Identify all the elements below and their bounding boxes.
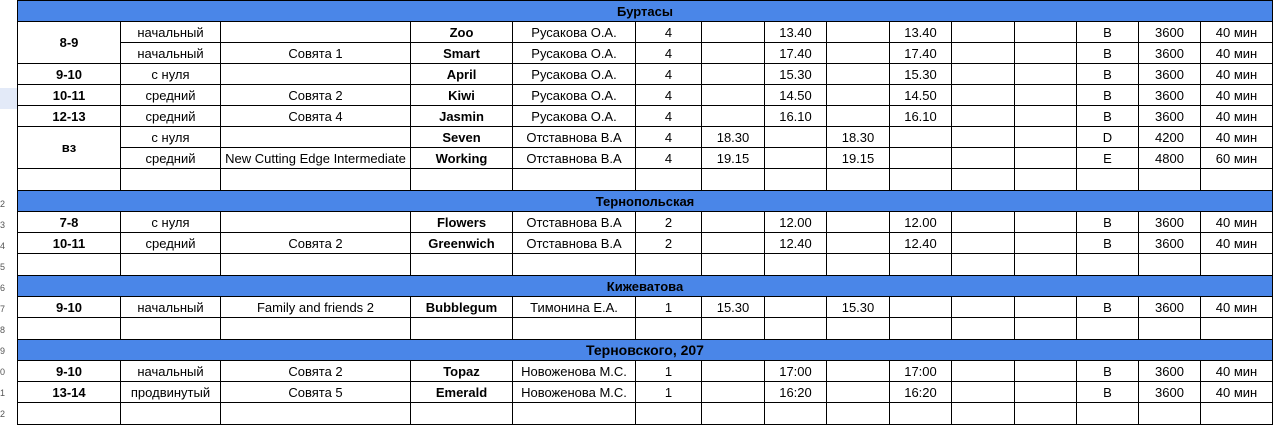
group-cell[interactable]: Bubblegum	[411, 297, 513, 318]
time-cell[interactable]	[952, 297, 1015, 318]
empty-cell[interactable]	[121, 254, 221, 276]
level-cell[interactable]: с нуля	[121, 212, 221, 233]
duration-cell[interactable]: 40 мин	[1201, 212, 1273, 233]
time-cell[interactable]: 15.30	[702, 297, 765, 318]
book-cell[interactable]: Совята 2	[221, 233, 411, 254]
time-cell[interactable]	[1015, 361, 1077, 382]
empty-cell[interactable]	[1201, 254, 1273, 276]
empty-cell[interactable]	[1139, 254, 1201, 276]
empty-cell[interactable]	[702, 169, 765, 191]
empty-cell[interactable]	[952, 318, 1015, 340]
empty-cell[interactable]	[121, 169, 221, 191]
format-cell[interactable]: B	[1077, 233, 1139, 254]
age-cell[interactable]: 9-10	[18, 297, 121, 318]
time-cell[interactable]	[827, 106, 890, 127]
time-cell[interactable]: 18.30	[702, 127, 765, 148]
format-cell[interactable]: B	[1077, 64, 1139, 85]
time-cell[interactable]	[765, 148, 827, 169]
section-header	[18, 1, 1273, 22]
format-cell[interactable]: B	[1077, 212, 1139, 233]
time-cell[interactable]: 16:20	[890, 382, 952, 403]
level-cell[interactable]: с нуля	[121, 64, 221, 85]
level-cell[interactable]: средний	[121, 106, 221, 127]
row-number[interactable]: 2	[0, 408, 6, 419]
level-cell[interactable]: начальный	[121, 297, 221, 318]
empty-cell[interactable]	[221, 318, 411, 340]
teacher-cell[interactable]: Русакова О.А.	[513, 43, 636, 64]
book-cell[interactable]	[221, 212, 411, 233]
time-cell[interactable]	[827, 361, 890, 382]
time-cell[interactable]	[1015, 382, 1077, 403]
table-row	[18, 361, 1273, 382]
duration-cell[interactable]: 40 мин	[1201, 382, 1273, 403]
empty-cell[interactable]	[952, 254, 1015, 276]
time-cell[interactable]	[1015, 297, 1077, 318]
group-cell[interactable]: Emerald	[411, 382, 513, 403]
time-cell[interactable]	[827, 212, 890, 233]
time-cell[interactable]: 17.40	[765, 43, 827, 64]
empty-cell[interactable]	[1077, 318, 1139, 340]
row-number[interactable]: 9	[0, 345, 6, 356]
table-row	[18, 233, 1273, 254]
time-cell[interactable]	[952, 64, 1015, 85]
empty-cell[interactable]	[1139, 318, 1201, 340]
empty-cell[interactable]	[121, 318, 221, 340]
book-cell[interactable]: New Cutting Edge Intermediate	[221, 148, 411, 169]
empty-cell[interactable]	[702, 254, 765, 276]
empty-cell[interactable]	[411, 403, 513, 425]
empty-row	[18, 403, 1273, 425]
age-cell[interactable]: 9-10	[18, 64, 121, 85]
empty-cell[interactable]	[513, 403, 636, 425]
empty-cell[interactable]	[890, 403, 952, 425]
level-cell[interactable]: с нуля	[121, 127, 221, 148]
empty-cell[interactable]	[221, 169, 411, 191]
time-cell[interactable]	[827, 85, 890, 106]
level-cell[interactable]: средний	[121, 233, 221, 254]
price-cell[interactable]: 3600	[1139, 212, 1201, 233]
time-cell[interactable]	[702, 382, 765, 403]
time-cell[interactable]: 17:00	[890, 361, 952, 382]
count-cell[interactable]: 2	[636, 212, 702, 233]
empty-cell[interactable]	[636, 403, 702, 425]
row-number[interactable]: 3	[0, 219, 6, 230]
table-row	[18, 85, 1273, 106]
row-number[interactable]: 1	[0, 387, 6, 398]
book-cell[interactable]: Совята 1	[221, 43, 411, 64]
level-cell[interactable]: продвинутый	[121, 382, 221, 403]
duration-cell[interactable]: 40 мин	[1201, 361, 1273, 382]
group-cell[interactable]: Working	[411, 148, 513, 169]
empty-cell[interactable]	[827, 169, 890, 191]
row-number-gutter	[0, 0, 17, 427]
time-cell[interactable]	[952, 361, 1015, 382]
age-cell[interactable]: 13-14	[18, 382, 121, 403]
time-cell[interactable]	[952, 233, 1015, 254]
format-cell[interactable]: B	[1077, 22, 1139, 43]
book-cell[interactable]: Совята 5	[221, 382, 411, 403]
price-cell[interactable]: 3600	[1139, 43, 1201, 64]
empty-cell[interactable]	[18, 318, 121, 340]
time-cell[interactable]: 19.15	[702, 148, 765, 169]
teacher-cell[interactable]: Тимонина Е.А.	[513, 297, 636, 318]
time-cell[interactable]	[1015, 212, 1077, 233]
empty-cell[interactable]	[765, 318, 827, 340]
table-row	[18, 212, 1273, 233]
time-cell[interactable]	[1015, 127, 1077, 148]
level-cell[interactable]: средний	[121, 148, 221, 169]
duration-cell[interactable]: 60 мин	[1201, 148, 1273, 169]
table-row	[18, 382, 1273, 403]
time-cell[interactable]	[1015, 85, 1077, 106]
level-cell[interactable]: начальный	[121, 361, 221, 382]
time-cell[interactable]: 17.40	[890, 43, 952, 64]
duration-cell[interactable]: 40 мин	[1201, 22, 1273, 43]
row-number[interactable]	[0, 151, 17, 172]
time-cell[interactable]	[1015, 22, 1077, 43]
time-cell[interactable]	[1015, 43, 1077, 64]
book-cell[interactable]: Family and friends 2	[221, 297, 411, 318]
count-cell[interactable]: 2	[636, 233, 702, 254]
empty-cell[interactable]	[1077, 169, 1139, 191]
level-cell[interactable]: средний	[121, 85, 221, 106]
empty-cell[interactable]	[890, 169, 952, 191]
price-cell[interactable]: 3600	[1139, 85, 1201, 106]
section-title[interactable]: Терновского, 207	[18, 340, 1273, 361]
format-cell[interactable]: B	[1077, 361, 1139, 382]
table-row	[18, 297, 1273, 318]
age-cell[interactable]: 10-11	[18, 233, 121, 254]
time-cell[interactable]	[827, 382, 890, 403]
empty-cell[interactable]	[1015, 254, 1077, 276]
count-cell[interactable]: 4	[636, 148, 702, 169]
empty-cell[interactable]	[1139, 169, 1201, 191]
time-cell[interactable]: 16.10	[765, 106, 827, 127]
book-cell[interactable]: Совята 2	[221, 361, 411, 382]
time-cell[interactable]	[702, 85, 765, 106]
duration-cell[interactable]: 40 мин	[1201, 85, 1273, 106]
duration-cell[interactable]: 40 мин	[1201, 297, 1273, 318]
time-cell[interactable]: 13.40	[765, 22, 827, 43]
empty-cell[interactable]	[1201, 403, 1273, 425]
teacher-cell[interactable]: Новоженова М.С.	[513, 361, 636, 382]
duration-cell[interactable]: 40 мин	[1201, 127, 1273, 148]
teacher-cell[interactable]: Отставнова В.А	[513, 212, 636, 233]
time-cell[interactable]	[952, 148, 1015, 169]
time-cell[interactable]: 16.10	[890, 106, 952, 127]
section-header	[18, 191, 1273, 212]
time-cell[interactable]: 13.40	[890, 22, 952, 43]
count-cell[interactable]: 4	[636, 64, 702, 85]
empty-cell[interactable]	[702, 318, 765, 340]
teacher-cell[interactable]: Русакова О.А.	[513, 64, 636, 85]
empty-cell[interactable]	[702, 403, 765, 425]
time-cell[interactable]	[1015, 233, 1077, 254]
empty-cell[interactable]	[221, 254, 411, 276]
table-row	[18, 106, 1273, 127]
price-cell[interactable]: 3600	[1139, 22, 1201, 43]
time-cell[interactable]	[765, 127, 827, 148]
section-header	[18, 340, 1273, 361]
time-cell[interactable]	[827, 233, 890, 254]
age-cell[interactable]: 9-10	[18, 361, 121, 382]
row-number[interactable]: 7	[0, 303, 6, 314]
empty-cell[interactable]	[1201, 318, 1273, 340]
time-cell[interactable]: 17:00	[765, 361, 827, 382]
duration-cell[interactable]: 40 мин	[1201, 106, 1273, 127]
time-cell[interactable]	[952, 127, 1015, 148]
time-cell[interactable]: 15.30	[890, 64, 952, 85]
book-cell[interactable]: Совята 2	[221, 85, 411, 106]
group-cell[interactable]: Seven	[411, 127, 513, 148]
table-row	[18, 64, 1273, 85]
time-cell[interactable]	[702, 233, 765, 254]
age-cell[interactable]: 7-8	[18, 212, 121, 233]
price-cell[interactable]: 4800	[1139, 148, 1201, 169]
empty-cell[interactable]	[121, 403, 221, 425]
time-cell[interactable]	[827, 22, 890, 43]
format-cell[interactable]: B	[1077, 106, 1139, 127]
empty-cell[interactable]	[765, 169, 827, 191]
section-title[interactable]: Кижеватова	[18, 276, 1273, 297]
teacher-cell[interactable]: Русакова О.А.	[513, 85, 636, 106]
time-cell[interactable]: 19.15	[827, 148, 890, 169]
price-cell[interactable]: 3600	[1139, 361, 1201, 382]
time-cell[interactable]: 16:20	[765, 382, 827, 403]
group-cell[interactable]: Topaz	[411, 361, 513, 382]
row-number-selected[interactable]	[0, 88, 17, 109]
format-cell[interactable]: D	[1077, 127, 1139, 148]
duration-cell[interactable]: 40 мин	[1201, 233, 1273, 254]
time-cell[interactable]	[827, 43, 890, 64]
empty-cell[interactable]	[513, 318, 636, 340]
empty-row	[18, 254, 1273, 276]
time-cell[interactable]	[1015, 64, 1077, 85]
teacher-cell[interactable]: Русакова О.А.	[513, 106, 636, 127]
empty-cell[interactable]	[1139, 403, 1201, 425]
empty-cell[interactable]	[1201, 169, 1273, 191]
price-cell[interactable]: 3600	[1139, 106, 1201, 127]
time-cell[interactable]: 18.30	[827, 127, 890, 148]
table-row	[18, 127, 1273, 148]
count-cell[interactable]: 1	[636, 297, 702, 318]
empty-row	[18, 169, 1273, 191]
format-cell[interactable]: B	[1077, 297, 1139, 318]
count-cell[interactable]: 4	[636, 85, 702, 106]
row-number[interactable]: 6	[0, 282, 6, 293]
level-cell[interactable]: начальный	[121, 43, 221, 64]
time-cell[interactable]	[952, 212, 1015, 233]
price-cell[interactable]: 4200	[1139, 127, 1201, 148]
empty-row	[18, 318, 1273, 340]
time-cell[interactable]	[952, 85, 1015, 106]
time-cell[interactable]	[890, 297, 952, 318]
empty-cell[interactable]	[890, 254, 952, 276]
section-title[interactable]: Тернопольская	[18, 191, 1273, 212]
count-cell[interactable]: 4	[636, 127, 702, 148]
price-cell[interactable]: 3600	[1139, 297, 1201, 318]
empty-cell[interactable]	[952, 403, 1015, 425]
empty-cell[interactable]	[827, 318, 890, 340]
empty-cell[interactable]	[221, 403, 411, 425]
empty-cell[interactable]	[513, 254, 636, 276]
group-cell[interactable]: Smart	[411, 43, 513, 64]
book-cell[interactable]: Совята 4	[221, 106, 411, 127]
table-row	[18, 43, 1273, 64]
teacher-cell[interactable]: Отставнова В.А	[513, 233, 636, 254]
time-cell[interactable]	[952, 43, 1015, 64]
empty-cell[interactable]	[411, 318, 513, 340]
book-cell[interactable]	[221, 127, 411, 148]
count-cell[interactable]: 1	[636, 361, 702, 382]
empty-cell[interactable]	[1015, 318, 1077, 340]
age-cell[interactable]: 12-13	[18, 106, 121, 127]
time-cell[interactable]	[702, 106, 765, 127]
empty-cell[interactable]	[18, 254, 121, 276]
teacher-cell[interactable]: Новоженова М.С.	[513, 382, 636, 403]
row-number[interactable]: 4	[0, 240, 6, 251]
time-cell[interactable]: 14.50	[890, 85, 952, 106]
row-number[interactable]: 0	[0, 366, 6, 377]
teacher-cell[interactable]: Отставнова В.А	[513, 127, 636, 148]
level-cell[interactable]: начальный	[121, 22, 221, 43]
time-cell[interactable]	[702, 64, 765, 85]
time-cell[interactable]	[952, 106, 1015, 127]
time-cell[interactable]	[1015, 148, 1077, 169]
group-cell[interactable]: Greenwich	[411, 233, 513, 254]
empty-cell[interactable]	[636, 318, 702, 340]
empty-cell[interactable]	[827, 403, 890, 425]
time-cell[interactable]	[890, 148, 952, 169]
teacher-cell[interactable]: Русакова О.А.	[513, 22, 636, 43]
book-cell[interactable]	[221, 22, 411, 43]
empty-cell[interactable]	[765, 254, 827, 276]
time-cell[interactable]: 15.30	[765, 64, 827, 85]
price-cell[interactable]: 3600	[1139, 382, 1201, 403]
time-cell[interactable]	[1015, 106, 1077, 127]
group-cell[interactable]: Jasmin	[411, 106, 513, 127]
time-cell[interactable]: 14.50	[765, 85, 827, 106]
format-cell[interactable]: B	[1077, 85, 1139, 106]
time-cell[interactable]: 12.40	[765, 233, 827, 254]
empty-cell[interactable]	[890, 318, 952, 340]
row-number[interactable]: 2	[0, 198, 6, 209]
group-cell[interactable]: April	[411, 64, 513, 85]
row-number[interactable]: 8	[0, 324, 6, 335]
time-cell[interactable]: 12.00	[765, 212, 827, 233]
empty-cell[interactable]	[18, 169, 121, 191]
empty-cell[interactable]	[411, 169, 513, 191]
format-cell[interactable]: E	[1077, 148, 1139, 169]
section-header	[18, 276, 1273, 297]
group-cell[interactable]: Flowers	[411, 212, 513, 233]
time-cell[interactable]: 15.30	[827, 297, 890, 318]
count-cell[interactable]: 4	[636, 106, 702, 127]
group-cell[interactable]: Zoo	[411, 22, 513, 43]
time-cell[interactable]	[952, 382, 1015, 403]
table-row	[18, 148, 1273, 169]
time-cell[interactable]	[952, 22, 1015, 43]
price-cell[interactable]: 3600	[1139, 233, 1201, 254]
book-cell[interactable]	[221, 64, 411, 85]
empty-cell[interactable]	[1077, 403, 1139, 425]
time-cell[interactable]	[765, 297, 827, 318]
group-cell[interactable]: Kiwi	[411, 85, 513, 106]
section-title[interactable]: Буртасы	[18, 1, 1273, 22]
age-cell[interactable]: вз	[18, 127, 121, 169]
empty-cell[interactable]	[827, 254, 890, 276]
row-number[interactable]: 5	[0, 261, 6, 272]
time-cell[interactable]: 12.40	[890, 233, 952, 254]
count-cell[interactable]: 4	[636, 22, 702, 43]
schedule-grid	[17, 0, 1273, 425]
empty-cell[interactable]	[952, 169, 1015, 191]
age-cell[interactable]: 10-11	[18, 85, 121, 106]
empty-cell[interactable]	[1015, 403, 1077, 425]
age-cell[interactable]: 8-9	[18, 22, 121, 64]
time-cell[interactable]	[702, 22, 765, 43]
time-cell[interactable]	[702, 361, 765, 382]
format-cell[interactable]: B	[1077, 43, 1139, 64]
count-cell[interactable]: 1	[636, 382, 702, 403]
duration-cell[interactable]: 40 мин	[1201, 64, 1273, 85]
format-cell[interactable]: B	[1077, 382, 1139, 403]
empty-cell[interactable]	[513, 169, 636, 191]
empty-cell[interactable]	[1077, 254, 1139, 276]
time-cell[interactable]	[702, 43, 765, 64]
teacher-cell[interactable]: Отставнова В.А	[513, 148, 636, 169]
empty-cell[interactable]	[765, 403, 827, 425]
table-row	[18, 22, 1273, 43]
empty-cell[interactable]	[18, 403, 121, 425]
count-cell[interactable]: 4	[636, 43, 702, 64]
empty-cell[interactable]	[1015, 169, 1077, 191]
time-cell[interactable]	[890, 127, 952, 148]
duration-cell[interactable]: 40 мин	[1201, 43, 1273, 64]
time-cell[interactable]	[702, 212, 765, 233]
empty-cell[interactable]	[411, 254, 513, 276]
time-cell[interactable]: 12.00	[890, 212, 952, 233]
empty-cell[interactable]	[636, 169, 702, 191]
empty-cell[interactable]	[636, 254, 702, 276]
price-cell[interactable]: 3600	[1139, 64, 1201, 85]
time-cell[interactable]	[827, 64, 890, 85]
